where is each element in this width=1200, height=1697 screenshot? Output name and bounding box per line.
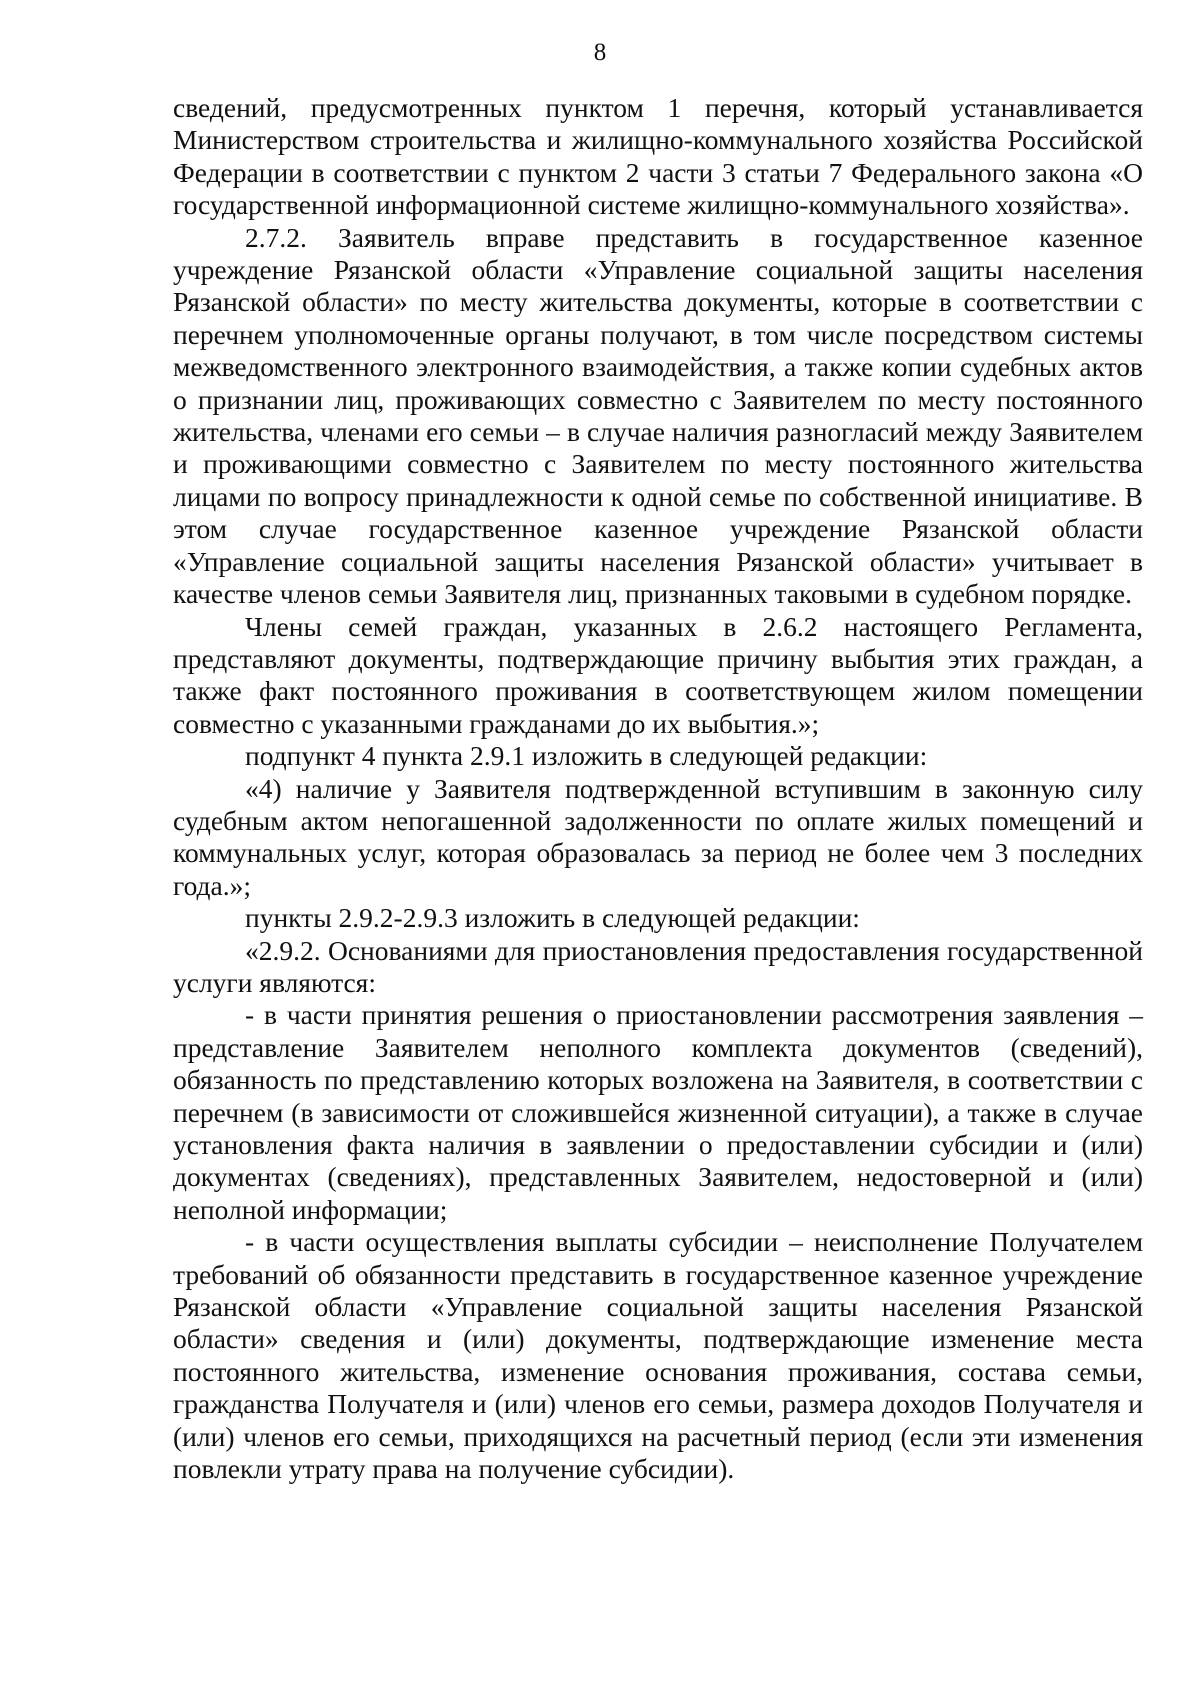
paragraph: сведений, предусмотренных пунктом 1 перечня, который устанавливается Министерством строительства и жилищно-коммунального хозяйства Российской Федерации в соответствии с пунктом 2 части 3 статьи 7 Федерального закона «О государственной информационной системе жилищно-коммунального хозяйства». [173, 92, 1143, 221]
paragraph: - в части принятия решения о приостановлении рассмотрения заявления – представление Заявителем неполного комплекта документов (сведений), обязанность по представлению которых возложена на Заявителя, в соответствии с перечнем (в зависимости от сложившейся жизненной ситуации), а также в случае установления факта наличия в заявлении о предоставлении субсидии и (или) документах (сведениях), представленных Заявителем, недостоверной и (или) неполной информации; [173, 999, 1143, 1225]
page-number: 8 [593, 39, 607, 66]
document-body [173, 92, 1143, 1485]
paragraph: «4) наличие у Заявителя подтвержденной вступившим в законную силу судебным актом непогашенной задолженности по оплате жилых помещений и коммунальных услуг, которая образовалась за период не более чем 3 последних года.»; [173, 772, 1143, 901]
paragraph: подпункт 4 пункта 2.9.1 изложить в следующей редакции: [245, 740, 928, 772]
paragraph: 2.7.2. Заявитель вправе представить в государственное казенное учреждение Рязанской области «Управление социальной защиты населения Рязанской области» по месту жительства документы, которые в соответствии с перечнем уполномоченные органы получают, в том числе посредством системы межведомственного электронного взаимодействия, а также копии судебных актов о признании лиц, проживающих совместно с Заявителем по месту постоянного жительства, членами его семьи – в случае наличия разногласий между Заявителем и проживающими совместно с Заявителем по месту постоянного жительства лицами по вопросу принадлежности к одной семье по собственной инициативе. В этом случае государственное казенное учреждение Рязанской области «Управление социальной защиты населения Рязанской области» учитывает в качестве членов семьи Заявителя лиц, признанных таковыми в судебном порядке. [173, 221, 1143, 610]
paragraph: Члены семей граждан, указанных в 2.6.2 настоящего Регламента, представляют документы, подтверждающие причину выбытия этих граждан, а также факт постоянного проживания в соответствующем жилом помещении совместно с указанными гражданами до их выбытия.»; [173, 610, 1143, 739]
paragraph: - в части осуществления выплаты субсидии – неисполнение Получателем требований об обязанности представить в государственное казенное учреждение Рязанской области «Управление социальной защиты населения Рязанской области» сведения и (или) документы, подтверждающие изменение места постоянного жительства, изменение основания проживания, состава семьи, гражданства Получателя и (или) членов его семьи, размера доходов Получателя и (или) членов его семьи, приходящихся на расчетный период (если эти изменения повлекли утрату права на получение субсидии). [173, 1226, 1143, 1485]
paragraph: «2.9.2. Основаниями для приостановления предоставления государственной услуги являются: [173, 934, 1143, 998]
paragraph: пункты 2.9.2-2.9.3 изложить в следующей редакции: [245, 902, 860, 934]
